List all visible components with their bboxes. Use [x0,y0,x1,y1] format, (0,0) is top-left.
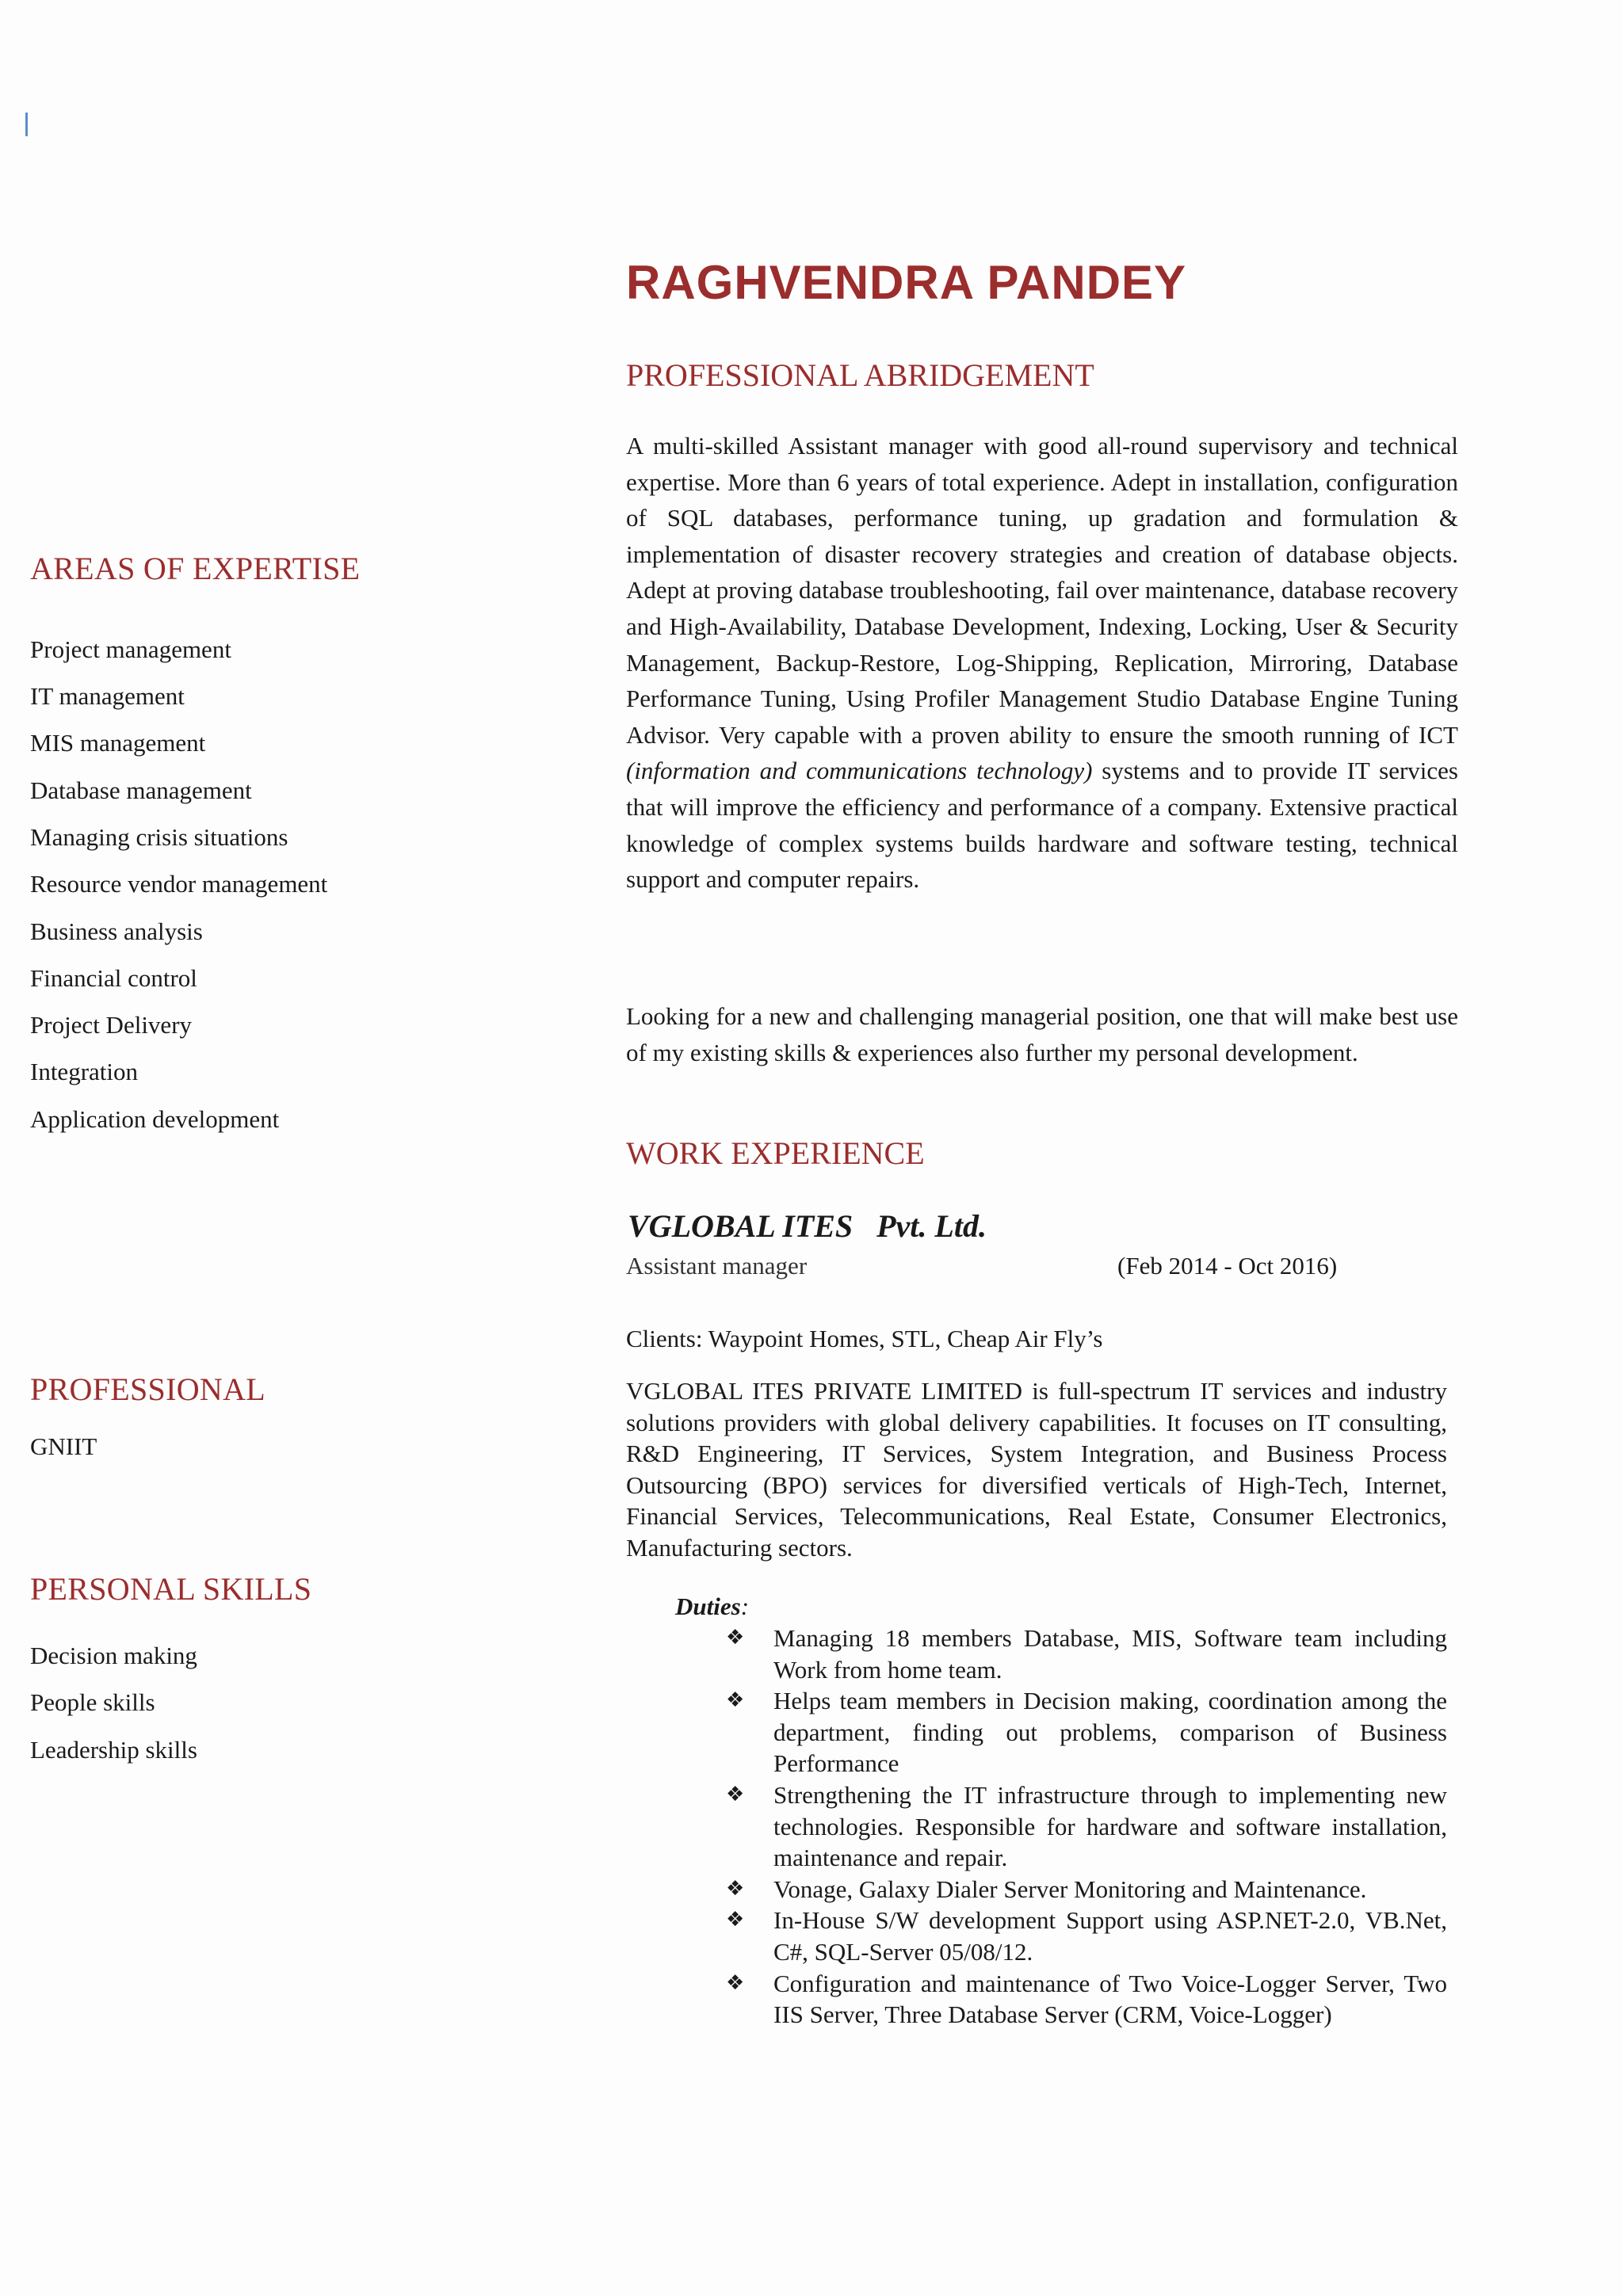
diamond-bullet-icon: ❖ [726,1876,745,1901]
company-description: VGLOBAL ITES PRIVATE LIMITED is full-spectrum IT services and industry solutions providers with global delivery capabilities. It focuses on IT consulting, R&D Engineering, IT Services, System Integration, and Business Process Outsourcing (BPO) services for diversified verticals of High-Tech, Internet, Financial Services, Telecommunications, Real Estate, Consumer Electronics, Manufacturing sectors. [626,1377,1447,1562]
list-item [726,1685,1447,1779]
list-item: Integration [30,1058,139,1085]
duties-label-text: Duties [675,1592,741,1620]
job-title: Assistant manager [626,1252,808,1280]
diamond-bullet-icon: ❖ [726,1626,745,1650]
abridgement-heading: PROFESSIONAL ABRIDGEMENT [626,357,1094,393]
list-item: Database management [30,776,252,804]
duties-label [675,1592,749,1621]
duty-text: Configuration and maintenance of Two Voice-Logger Server, Two IIS Server, Three Database Server (CRM, Voice-Logger) [773,1969,1447,2029]
diamond-bullet-icon: ❖ [726,1782,745,1806]
list-item [726,1779,1447,1874]
text-cursor [25,113,28,136]
list-item: Project Delivery [30,1011,193,1039]
list-item [726,1905,1447,1967]
list-item: IT management [30,682,185,710]
list-item: People skills [30,1688,155,1716]
list-item: Decision making [30,1642,197,1669]
personal-skills-heading: PERSONAL SKILLS [30,1571,312,1607]
list-item: Managing crisis situations [30,823,288,851]
list-item: Resource vendor management [30,870,328,898]
duty-text: Helps team members in Decision making, coordination among the department, finding out problems, comparison of Business Performance [773,1687,1447,1778]
job-dates: (Feb 2014 - Oct 2016) [1117,1252,1338,1280]
list-item: Project management [30,635,231,663]
list-item: MIS management [30,729,206,757]
work-experience-heading: WORK EXPERIENCE [626,1135,925,1171]
expertise-heading: AREAS OF EXPERTISE [30,551,361,586]
list-item: Financial control [30,964,197,992]
duty-text: Managing 18 members Database, MIS, Software team including Work from home team. [773,1624,1447,1684]
diamond-bullet-icon: ❖ [726,1970,745,1995]
summary-text-a: A multi-skilled Assistant manager with good all-round supervisory and technical expertise. More than 6 years of total experience. Adept in installation, configuration of SQL databases, performance tuning, up gradation and formulation & implementation of disaster recovery strategies and creation of database objects. Adept at proving database troubleshooting, fail over maintenance, database recovery and High-Availability, Database Development, Indexing, Locking, User & Security Management, Backup-Restore, Log-Shipping, Replication, Mirroring, Database Performance Tuning, Using Profiler Management Studio Database Engine Tuning Advisor. Very capable with a proven ability to ensure the smooth running of ICT [626,432,1458,749]
diamond-bullet-icon: ❖ [726,1908,745,1932]
summary-text-italic: (information and communications technology) [626,757,1093,785]
duty-text: Vonage, Galaxy Dialer Server Monitoring and Maintenance. [773,1875,1367,1903]
professional-heading: PROFESSIONAL [30,1371,265,1407]
duties-label-colon: : [740,1592,750,1620]
list-item [726,1623,1447,1685]
qualification-item: GNIIT [30,1432,97,1460]
summary-paragraph [626,428,1458,898]
duty-text: Strengthening the IT infrastructure through to implementing new technologies. Responsible for hardware and software installation, maintenance and repair. [773,1780,1447,1872]
objective-paragraph: Looking for a new and challenging managerial position, one that will make best use of my existing skills & experiences also further my personal development. [626,1002,1458,1066]
company-name: VGLOBAL ITES Pvt. Ltd. [628,1208,987,1244]
list-item: Leadership skills [30,1736,197,1764]
list-item: Application development [30,1105,280,1133]
duty-text: In-House S/W development Support using ASP.NET-2.0, VB.Net, C#, SQL-Server 05/08/12. [773,1906,1447,1966]
list-item [726,1968,1447,2031]
list-item [726,1874,1447,1905]
diamond-bullet-icon: ❖ [726,1688,745,1713]
duties-list [726,1623,1447,2031]
clients-line: Clients: Waypoint Homes, STL, Cheap Air Fly’s [626,1325,1103,1352]
summary-text-b: systems and to provide IT services that will improve the efficiency and performance of a company. Extensive practical knowledge of complex systems builds hardware and software testing, technical support and computer repairs. [626,757,1458,894]
candidate-name: RAGHVENDRA PANDEY [626,256,1187,309]
list-item: Business analysis [30,917,203,945]
